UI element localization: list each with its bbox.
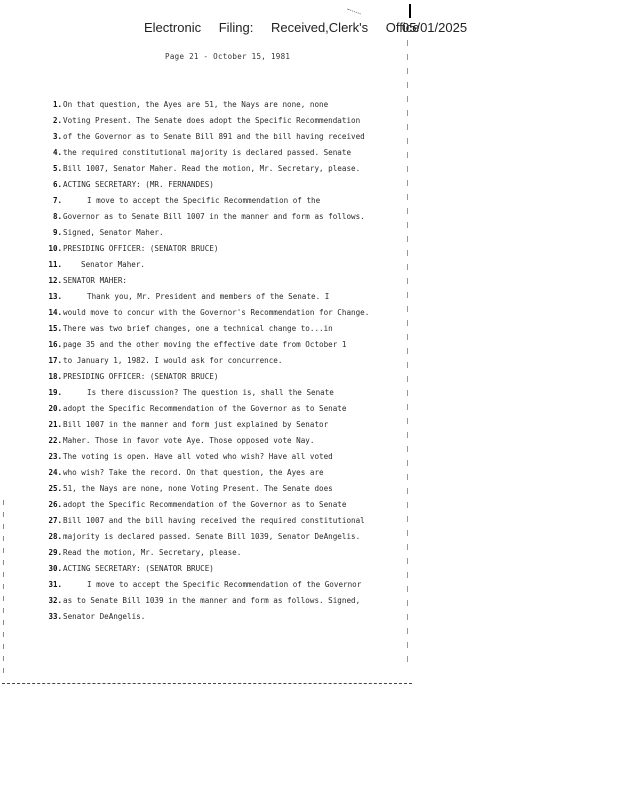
line-number: 12. [48,276,62,285]
line-number: 23. [48,452,62,461]
scan-mark [347,9,360,15]
transcript-line [36,513,381,529]
line-text: On that question, the Ayes are 51, the Nays are none, none [63,100,329,109]
transcript-line [36,113,381,129]
transcript-line [36,161,381,177]
line-text: Bill 1007 and the bill having received the required constitutional [63,516,365,525]
line-number: 26. [48,500,62,509]
transcript-line [36,209,381,225]
line-text: There was two brief changes, one a technical change to...in [63,324,333,333]
line-number: 2. [52,116,62,125]
line-text: Is there discussion? The question is, shall the Senate [87,388,334,397]
line-text: I move to accept the Specific Recommendation of the [87,196,321,205]
line-number: 13. [48,292,62,301]
line-number: 11. [48,260,62,269]
line-number: 25. [48,484,62,493]
line-text: Bill 1007 in the manner and form just explained by Senator [63,420,329,429]
line-number: 10. [48,244,62,253]
line-number: 9. [52,228,62,237]
line-text: The voting is open. Have all voted who wish? Have all voted [63,452,333,461]
line-text: Senator DeAngelis. [63,612,146,621]
line-text: to January 1, 1982. I would ask for concurrence. [63,356,283,365]
transcript-line [36,193,381,209]
transcript-line [36,609,381,625]
transcript-line [36,481,381,497]
line-number: 14. [48,308,62,317]
scan-edge-left [3,500,4,680]
line-text: ACTING SECRETARY: (SENATOR BRUCE) [63,564,214,573]
line-text: ACTING SECRETARY: (MR. FERNANDES) [63,180,214,189]
line-number: 19. [48,388,62,397]
line-text: 51, the Nays are none, none Voting Present. The Senate does [63,484,333,493]
transcript-line [36,465,381,481]
transcript-line [36,401,381,417]
line-number: 3. [52,132,62,141]
line-number: 31. [48,580,62,589]
transcript-line [36,561,381,577]
line-text: PRESIDING OFFICER: (SENATOR BRUCE) [63,372,219,381]
line-text: as to Senate Bill 1039 in the manner and form as follows. Signed, [63,596,361,605]
transcript-line [36,385,381,401]
line-number: 4. [52,148,62,157]
transcript-line [36,529,381,545]
scan-edge-bottom [2,683,412,684]
transcript-line [36,257,381,273]
line-number: 30. [48,564,62,573]
line-number: 1. [52,100,62,109]
line-number: 29. [48,548,62,557]
transcript-line [36,177,381,193]
scan-edge-top [409,4,411,18]
transcript-line [36,577,381,593]
line-number: 7. [52,196,62,205]
transcript-line [36,449,381,465]
line-number: 16. [48,340,62,349]
line-number: 27. [48,516,62,525]
line-number: 17. [48,356,62,365]
transcript-line [36,241,381,257]
transcript-line [36,337,381,353]
transcript-line [36,97,381,113]
line-number: 33. [48,612,62,621]
line-number: 20. [48,404,62,413]
page-header: Page 21 - October 15, 1981 [165,52,291,61]
transcript-line [36,273,381,289]
line-text: Senator Maher. [81,260,146,269]
line-text: adopt the Specific Recommendation of the Governor as to Senate [63,404,347,413]
line-number: 22. [48,436,62,445]
transcript-line [36,145,381,161]
line-text: would move to concur with the Governor's Recommendation for Change. [63,308,370,317]
line-text: of the Governor as to Senate Bill 891 and the bill having received [63,132,365,141]
line-number: 8. [52,212,62,221]
transcript-line [36,433,381,449]
line-text: Thank you, Mr. President and members of the Senate. I [87,292,330,301]
scan-edge-right [407,40,408,670]
line-text: adopt the Specific Recommendation of the Governor as to Senate [63,500,347,509]
line-number: 32. [48,596,62,605]
line-text: the required constitutional majority is declared passed. Senate [63,148,352,157]
line-number: 21. [48,420,62,429]
transcript-line [36,305,381,321]
line-number: 15. [48,324,62,333]
transcript-line [36,417,381,433]
transcript-body [36,97,381,625]
line-number: 5. [52,164,62,173]
transcript-line [36,369,381,385]
line-text: SENATOR MAHER: [63,276,128,285]
transcript-line [36,225,381,241]
line-text: Bill 1007, Senator Maher. Read the motion, Mr. Secretary, please. [63,164,361,173]
line-number: 18. [48,372,62,381]
filing-stamp-label: Electronic Filing: Received,Clerk's Office [144,20,420,35]
transcript-line [36,289,381,305]
line-number: 28. [48,532,62,541]
transcript-line [36,321,381,337]
transcript-line [36,129,381,145]
line-text: Read the motion, Mr. Secretary, please. [63,548,242,557]
line-text: page 35 and the other moving the effective date from October 1 [63,340,347,349]
transcript-line [36,593,381,609]
line-text: Maher. Those in favor vote Aye. Those opposed vote Nay. [63,436,315,445]
line-text: Governor as to Senate Bill 1007 in the manner and form as follows. [63,212,365,221]
line-text: majority is declared passed. Senate Bill 1039, Senator DeAngelis. [63,532,361,541]
line-text: PRESIDING OFFICER: (SENATOR BRUCE) [63,244,219,253]
transcript-line [36,353,381,369]
transcript-line [36,545,381,561]
line-number: 6. [52,180,62,189]
line-text: I move to accept the Specific Recommendation of the Governor [87,580,362,589]
line-text: Signed, Senator Maher. [63,228,164,237]
line-number: 24. [48,468,62,477]
line-text: Voting Present. The Senate does adopt the Specific Recommendation [63,116,361,125]
transcript-line [36,497,381,513]
line-text: who wish? Take the record. On that question, the Ayes are [63,468,324,477]
filing-stamp-date: 05/01/2025 [402,20,468,35]
